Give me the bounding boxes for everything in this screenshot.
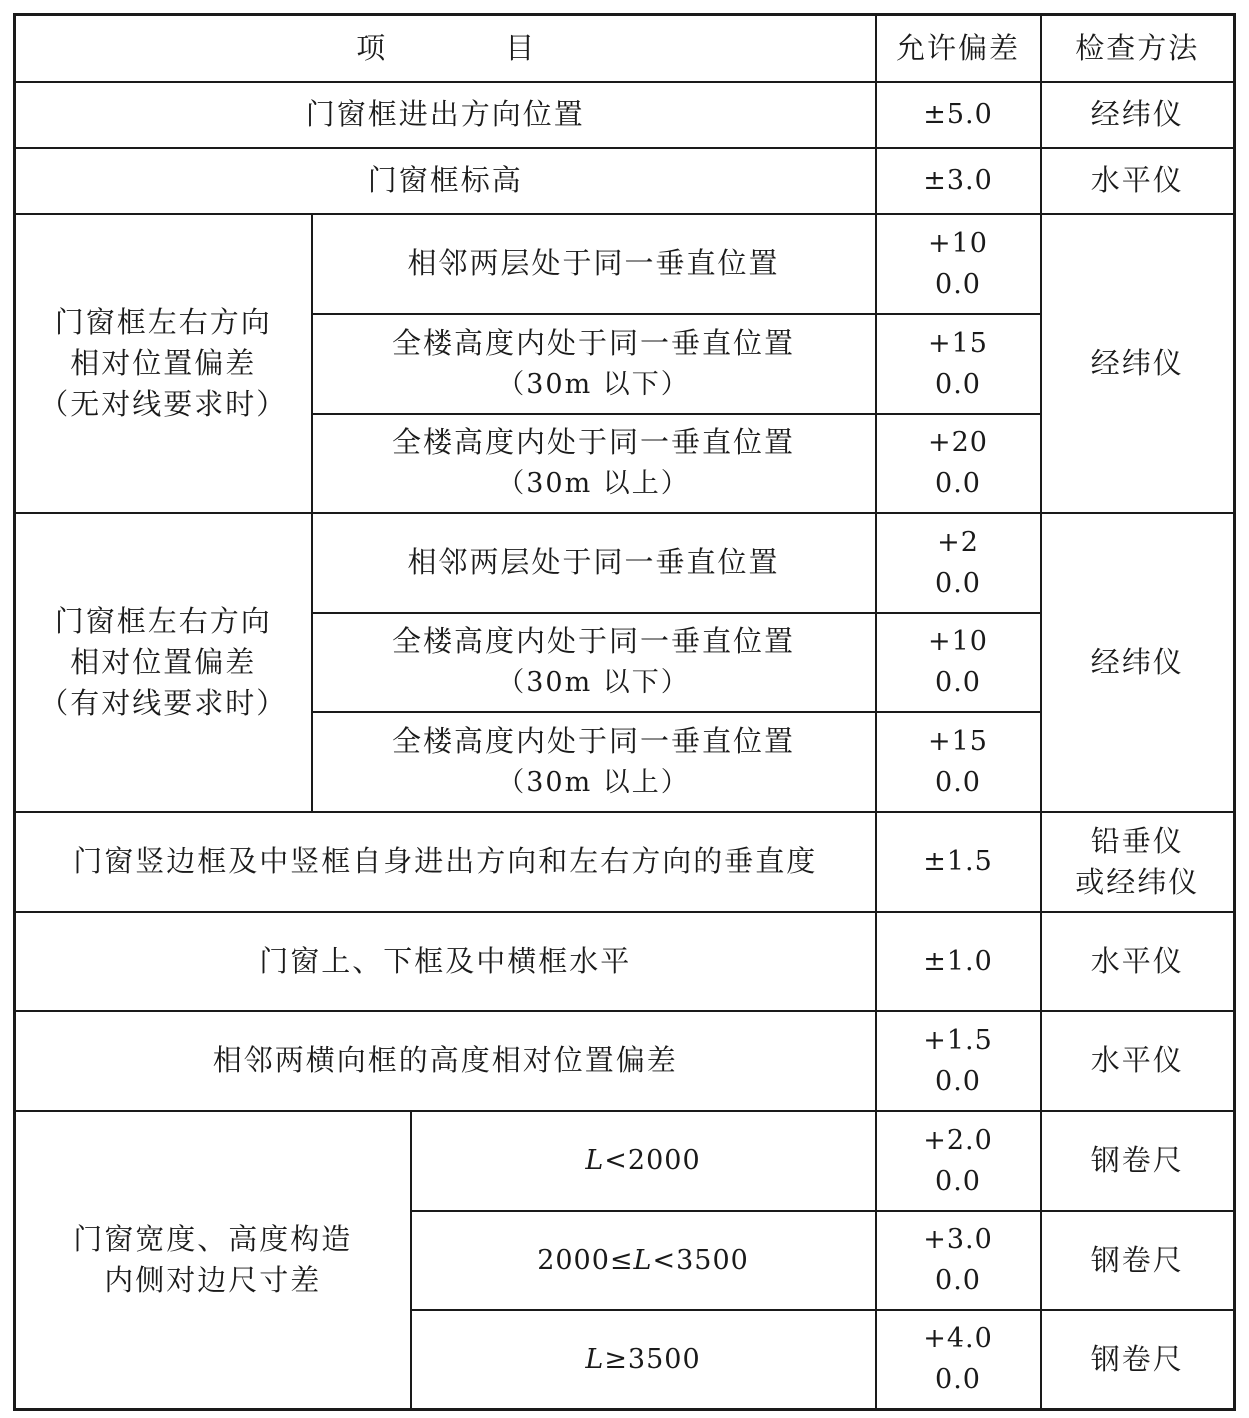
group-label-line: （有对线要求时） — [39, 685, 288, 720]
condition-variable: L — [633, 1244, 653, 1276]
tolerance-cell: ±3.0 — [876, 148, 1041, 214]
sub-desc-cell — [312, 414, 876, 513]
tolerance-lower: 0.0 — [935, 368, 981, 400]
method-line: 铅垂仪 — [1090, 823, 1184, 858]
group-label-line: 相对位置偏差 — [70, 345, 257, 380]
tolerance-lower: 0.0 — [935, 1265, 981, 1296]
sub-desc-cell — [312, 712, 876, 812]
tolerance-lower: 0.0 — [935, 1065, 981, 1097]
condition-suffix: ≥3500 — [604, 1343, 701, 1375]
tolerance-cell: ±1.0 — [876, 912, 1041, 1011]
tolerance-upper: +2 — [937, 526, 979, 558]
item-cell: 门窗框标高 — [15, 148, 876, 214]
condition-suffix: <3500 — [652, 1244, 749, 1276]
tolerance-cell — [876, 1011, 1041, 1111]
table-row — [15, 214, 1235, 314]
item-cell: 门窗上、下框及中横框水平 — [15, 912, 876, 1011]
tolerance-upper: +15 — [928, 327, 988, 359]
sub-desc-line: 全楼高度内处于同一垂直位置 — [391, 723, 795, 758]
header-method: 检查方法 — [1041, 15, 1235, 82]
tolerance-cell — [876, 513, 1041, 613]
table-row — [15, 1011, 1235, 1111]
tolerance-cell — [876, 414, 1041, 513]
item-cell: 门窗框进出方向位置 — [15, 82, 876, 148]
sub-desc-line: 全楼高度内处于同一垂直位置 — [391, 425, 795, 459]
method-cell: 水平仪 — [1041, 912, 1235, 1011]
tolerance-upper: +20 — [928, 427, 988, 458]
method-cell — [1041, 812, 1235, 912]
group-label-cell — [15, 1111, 411, 1410]
sub-desc-line: 全楼高度内处于同一垂直位置 — [391, 624, 795, 658]
tolerance-cell — [876, 214, 1041, 314]
table-row — [15, 912, 1235, 1011]
condition-prefix: 2000≤ — [537, 1244, 634, 1276]
tolerance-upper: +1.5 — [923, 1024, 993, 1056]
tolerance-cell — [876, 1310, 1041, 1410]
tolerance-lower: 0.0 — [935, 766, 981, 798]
tolerance-cell — [876, 1111, 1041, 1211]
tolerance-lower: 0.0 — [935, 667, 981, 698]
condition-variable: L — [585, 1343, 605, 1375]
header-tolerance: 允许偏差 — [876, 15, 1041, 82]
group-label-line: 内侧对边尺寸差 — [104, 1262, 322, 1297]
table-row — [15, 148, 1235, 214]
condition-variable: L — [585, 1145, 605, 1176]
sub-desc-line: 相邻两层处于同一垂直位置 — [407, 246, 780, 280]
sub-desc-cell — [312, 613, 876, 712]
group-label-cell — [15, 214, 312, 513]
group-label-line: 门窗框左右方向 — [54, 304, 272, 339]
tolerance-upper: +15 — [928, 725, 988, 757]
tolerance-table-container — [13, 13, 1236, 1406]
tolerance-upper: +10 — [928, 626, 988, 657]
group-label-line: 相对位置偏差 — [70, 644, 257, 679]
group-label-cell — [15, 513, 312, 812]
condition-cell — [411, 1310, 876, 1410]
tolerance-lower: 0.0 — [935, 567, 981, 599]
sub-desc-line: （30m 以下） — [497, 368, 690, 400]
tolerance-upper: +10 — [928, 227, 988, 259]
method-cell: 钢卷尺 — [1041, 1310, 1235, 1410]
tolerance-lower: 0.0 — [935, 268, 981, 300]
method-cell: 钢卷尺 — [1041, 1211, 1235, 1310]
tolerance-cell — [876, 613, 1041, 712]
header-item — [15, 15, 876, 82]
header-item-b: 目 — [505, 30, 535, 65]
header-row — [15, 15, 1235, 82]
sub-desc-line: （30m 以上） — [497, 766, 690, 798]
tolerance-lower: 0.0 — [935, 468, 981, 499]
sub-desc-cell — [312, 314, 876, 414]
tolerance-upper: +4.0 — [923, 1323, 993, 1355]
tolerance-lower: 0.0 — [935, 1165, 981, 1197]
condition-suffix: <2000 — [604, 1145, 701, 1176]
tolerance-cell: ±5.0 — [876, 82, 1041, 148]
sub-desc-cell — [312, 214, 876, 314]
sub-desc-cell — [312, 513, 876, 613]
tolerance-table — [13, 13, 1236, 1411]
tolerance-lower: 0.0 — [935, 1364, 981, 1396]
table-row — [15, 812, 1235, 912]
sub-desc-line: 相邻两层处于同一垂直位置 — [407, 545, 780, 579]
item-cell: 相邻两横向框的高度相对位置偏差 — [15, 1011, 876, 1111]
method-cell: 经纬仪 — [1041, 82, 1235, 148]
method-line: 或经纬仪 — [1075, 864, 1200, 899]
item-cell: 门窗竖边框及中竖框自身进出方向和左右方向的垂直度 — [15, 812, 876, 912]
tolerance-cell — [876, 1211, 1041, 1310]
method-cell: 水平仪 — [1041, 148, 1235, 214]
table-row — [15, 82, 1235, 148]
tolerance-cell — [876, 314, 1041, 414]
group-label-line: （无对线要求时） — [39, 386, 288, 421]
sub-desc-line: （30m 以上） — [497, 468, 690, 499]
sub-desc-line: 全楼高度内处于同一垂直位置 — [391, 325, 795, 360]
table-row — [15, 1111, 1235, 1211]
group-label-line: 门窗框左右方向 — [54, 603, 272, 638]
table-row — [15, 513, 1235, 613]
method-cell: 钢卷尺 — [1041, 1111, 1235, 1211]
header-item-a: 项 — [356, 30, 386, 65]
method-cell: 经纬仪 — [1041, 513, 1235, 812]
tolerance-upper: +3.0 — [923, 1224, 993, 1255]
group-label-line: 门窗宽度、高度构造 — [73, 1221, 353, 1256]
sub-desc-line: （30m 以下） — [497, 667, 690, 698]
tolerance-upper: +2.0 — [923, 1124, 993, 1156]
condition-cell — [411, 1211, 876, 1310]
method-cell: 水平仪 — [1041, 1011, 1235, 1111]
tolerance-cell: ±1.5 — [876, 812, 1041, 912]
method-cell: 经纬仪 — [1041, 214, 1235, 513]
condition-cell — [411, 1111, 876, 1211]
tolerance-cell — [876, 712, 1041, 812]
